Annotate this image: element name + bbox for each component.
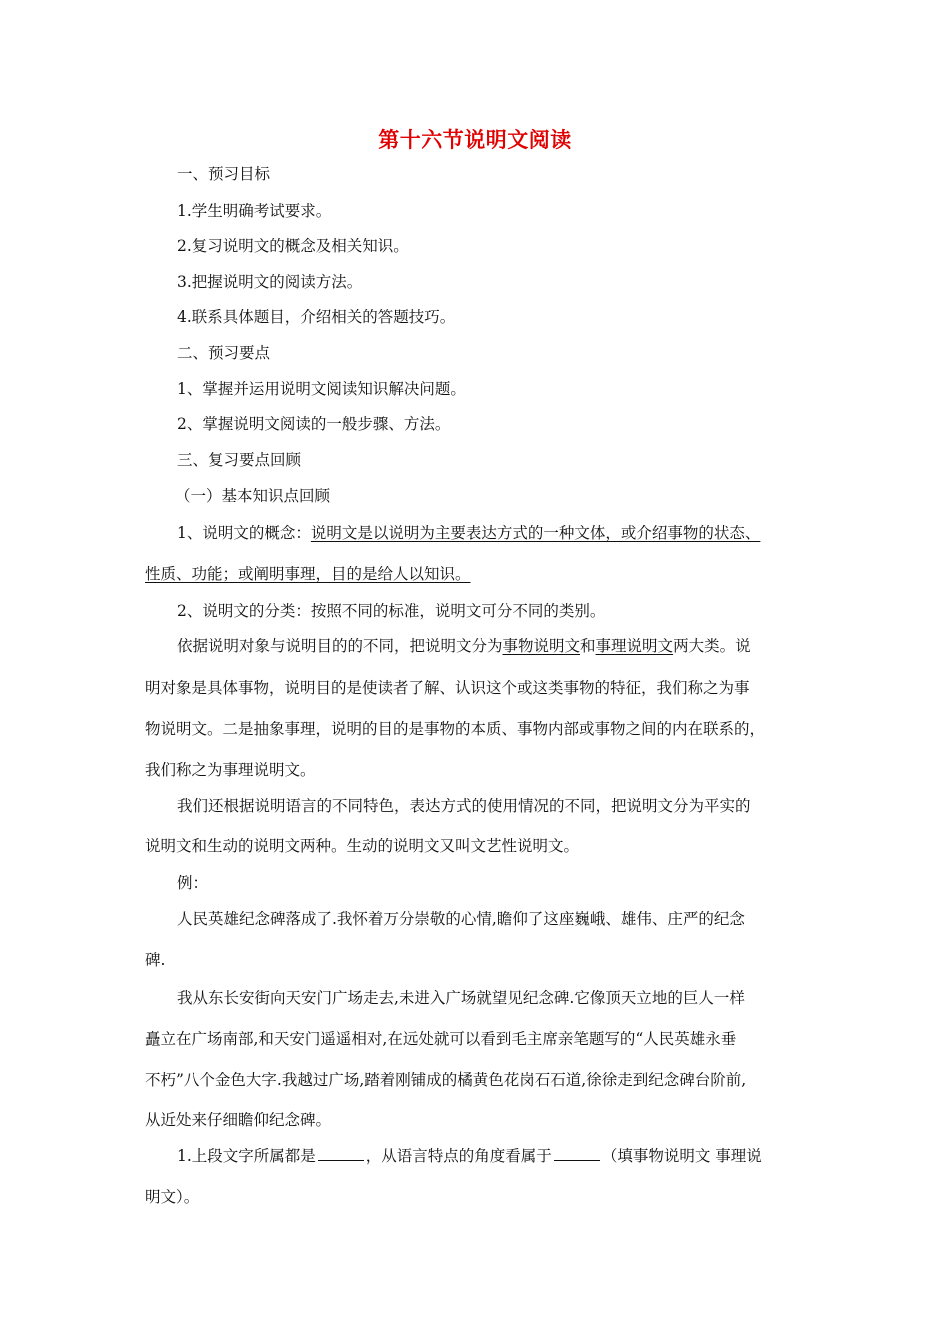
concept-definition-cont: 性质、功能；或阐明事理，目的是给人以知识。 [145,565,471,583]
example-label: 例： [177,874,209,892]
concept-definition: 说明文是以说明为主要表达方式的一种文体，或介绍事物的状态、 [310,524,761,542]
example-line: 矗立在广场南部,和天安门遥遥相对,在远处就可以看到毛主席亲笔题写的“人民英雄永垂 [145,1030,737,1048]
section-heading: 三、复习要点回顾 [177,451,302,469]
answer-blank[interactable] [318,1148,364,1161]
classify-heading: 2、说明文的分类：按照不同的标准，说明文可分不同的类别。 [177,602,606,620]
page-title: 第十六节说明文阅读 [378,128,572,152]
paragraph-line: 明对象是具体事物，说明目的是使读者了解、认识这个或这类事物的特征，我们称之为事 [145,679,750,697]
section-heading: 一、预习目标 [177,165,271,183]
list-item: 1.学生明确考试要求。 [177,202,332,220]
text-run: ，从语言特点的角度看属于 [365,1147,552,1165]
example-line: 人民英雄纪念碑落成了.我怀着万分崇敬的心情,瞻仰了这座巍峨、雄伟、庄严的纪念 [177,910,745,928]
list-item: 2、掌握说明文阅读的一般步骤、方法。 [177,415,451,433]
question-line-cont: 明文）。 [145,1188,200,1206]
text-run: 依据说明对象与说明目的的不同，把说明文分为 [177,637,503,655]
example-line: 我从东长安街向天安门广场走去,未进入广场就望见纪念碑.它像顶天立地的巨人一样 [177,989,745,1007]
list-item: 4.联系具体题目，介绍相关的答题技巧。 [177,308,456,326]
term-reason-exposition: 事理说明文 [595,637,674,655]
text-run: （填事物说明文 事理说 [601,1147,762,1165]
text-run: 和 [580,637,596,655]
list-item: 1、掌握并运用说明文阅读知识解决问题。 [177,380,466,398]
concept-paragraph [145,523,842,543]
classify-paragraph [145,636,842,656]
text-run: 1.上段文字所属都是 [177,1147,316,1165]
paragraph-line: 物说明文。二是抽象事理，说明的目的是事物的本质、事物内部或事物之间的内在联系的， [145,720,766,738]
example-line: 从近处来仔细瞻仰纪念碑。 [145,1111,332,1129]
text-run: 两大类。说 [673,637,751,655]
answer-blank[interactable] [554,1148,600,1161]
concept-paragraph-cont [145,564,810,584]
question-line [145,1146,842,1166]
concept-label: 1、说明文的概念： [177,524,311,542]
paragraph-line: 说明文和生动的说明文两种。生动的说明文又叫文艺性说明文。 [145,837,580,855]
subsection-heading: （一）基本知识点回顾 [175,487,331,505]
list-item: 2.复习说明文的概念及相关知识。 [177,237,409,255]
paragraph-line: 我们还根据说明语言的不同特色，表达方式的使用情况的不同，把说明文分为平实的 [177,797,751,815]
paragraph-line: 我们称之为事理说明文。 [145,761,316,779]
example-line: 不朽”八个金色大字.我越过广场,踏着刚铺成的橘黄色花岗石石道,徐徐走到纪念碑台阶前, [145,1071,747,1089]
example-line: 碑. [145,951,166,969]
term-thing-exposition: 事物说明文 [502,637,581,655]
list-item: 3.把握说明文的阅读方法。 [177,273,363,291]
section-heading: 二、预习要点 [177,344,271,362]
